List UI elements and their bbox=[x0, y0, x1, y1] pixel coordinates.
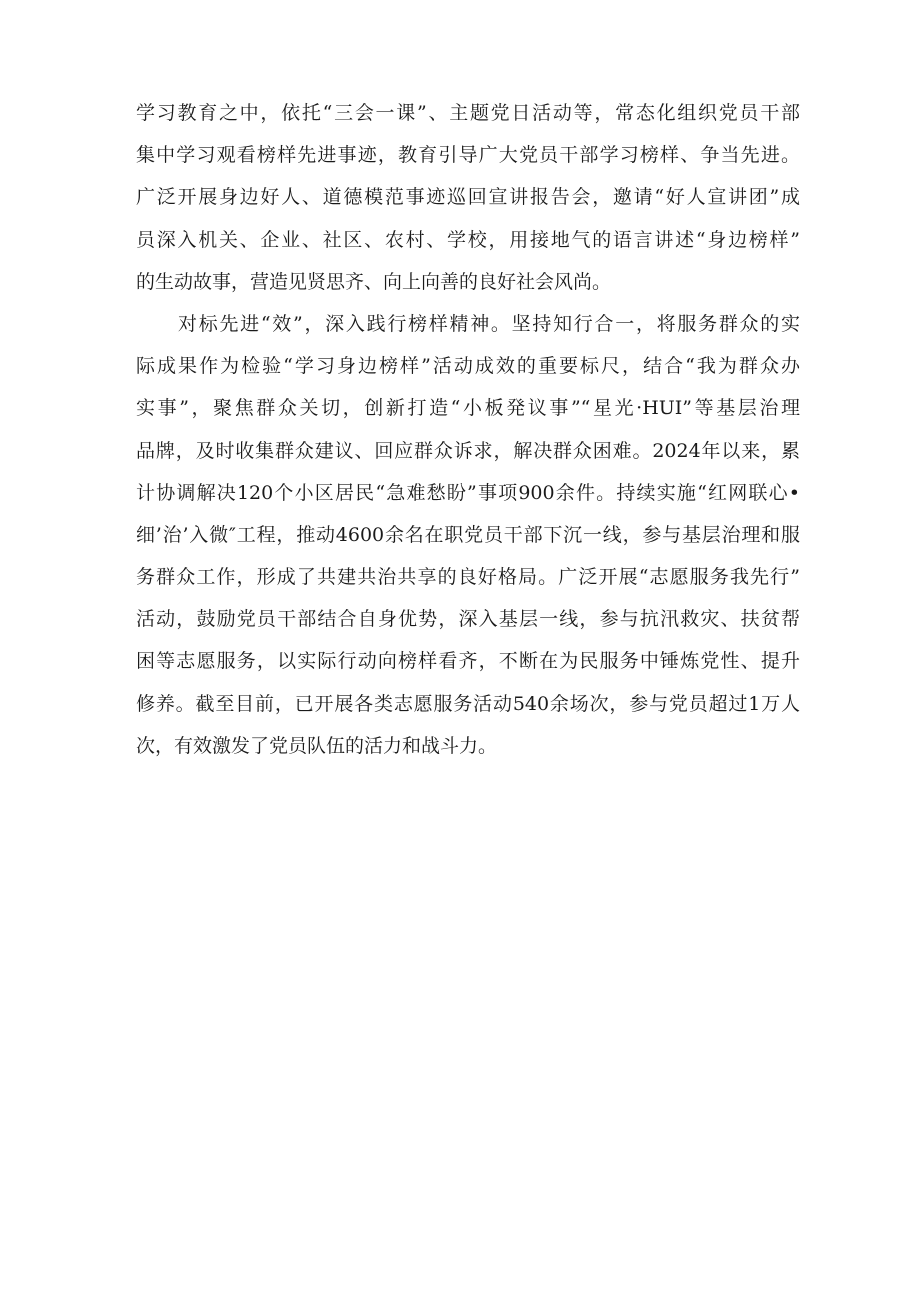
text-line: 务群众工作，形成了共建共治共享的良好格局。广泛开展“志愿服务我先行” bbox=[136, 566, 800, 589]
text-line: 广泛开展身边好人、道德模范事迹巡回宣讲报告会，邀请“好人宣讲团”成 bbox=[136, 186, 800, 209]
text-line: 活动，鼓励党员干部结合自身优势，深入基层一线，参与抗汛救灾、扶贫帮 bbox=[136, 608, 800, 631]
body-text bbox=[136, 92, 800, 767]
text-line: 修养。截至目前，已开展各类志愿服务活动540余场次，参与党员超过1万人 bbox=[136, 692, 800, 715]
paragraph-2 bbox=[136, 303, 800, 767]
paragraph-1 bbox=[136, 92, 800, 303]
text-line: 实事”，聚焦群众关切，创新打造“小板発议事”“星光·HUI”等基层治理 bbox=[136, 397, 800, 420]
text-line: 细’治’入微″工程，推动4600余名在职党员干部下沉一线，参与基层治理和服 bbox=[136, 523, 800, 546]
text-line: 际成果作为检验“学习身边榜样”活动成效的重要标尺，结合“我为群众办 bbox=[136, 355, 800, 378]
text-line: 的生动故事，营造见贤思齐、向上向善的良好社会风尚。 bbox=[136, 270, 612, 293]
text-line: 计协调解决120个小区居民“急难愁盼”事项900余件。持续实施“红网联心• bbox=[136, 481, 800, 504]
text-line: 品牌，及时收集群众建议、回应群众诉求，解决群众困难。2024年以来，累 bbox=[136, 439, 800, 462]
text-line: 对标先进“效”，深入践行榜样精神。坚持知行合一，将服务群众的实 bbox=[178, 312, 800, 335]
text-line: 次，有效激发了党员队伍的活力和战斗力。 bbox=[136, 734, 498, 757]
text-line: 集中学习观看榜样先进事迹，教育引导广大党员干部学习榜样、争当先进。 bbox=[136, 144, 800, 167]
text-line: 员深入机关、企业、社区、农村、学校，用接地气的语言讲述“身边榜样” bbox=[136, 228, 800, 251]
text-line: 学习教育之中，依托“三会一课”、主题党日活动等，常态化组织党员干部 bbox=[136, 102, 800, 124]
text-line: 困等志愿服务，以实际行动向榜样看齐，不断在为民服务中锤炼党性、提升 bbox=[136, 650, 800, 673]
